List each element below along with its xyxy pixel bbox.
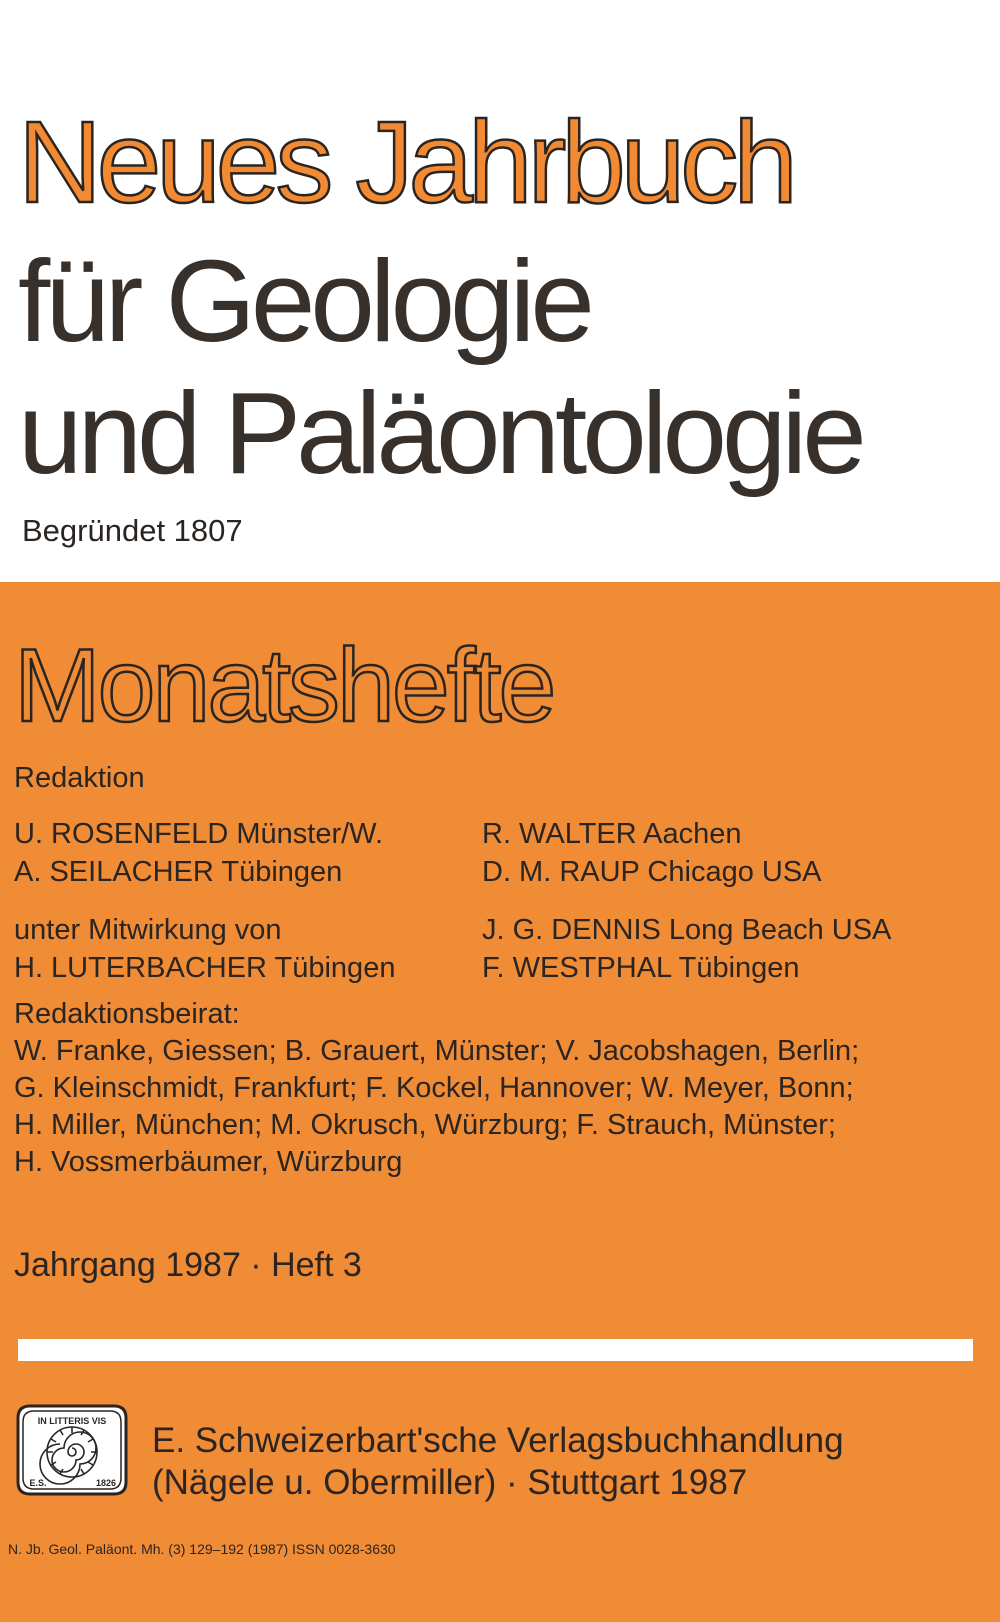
editors-heading: Redaktion xyxy=(14,762,145,794)
issue-info: Jahrgang 1987 · Heft 3 xyxy=(14,1246,362,1284)
journal-title-line-2: für Geologie xyxy=(18,236,590,366)
cover-header xyxy=(0,0,1000,582)
contributor-right-1: J. G. DENNIS Long Beach USA xyxy=(482,914,892,946)
seal-year: 1826 xyxy=(95,1478,117,1488)
contributors-heading: unter Mitwirkung von xyxy=(14,914,282,946)
publisher-line-2: (Nägele u. Obermiller) · Stuttgart 1987 xyxy=(152,1463,748,1502)
founded-year: Begründet 1807 xyxy=(22,513,243,548)
white-stripe xyxy=(18,1339,973,1361)
advisory-line-4: H. Vossmerbäumer, Würzburg xyxy=(14,1146,403,1178)
journal-title-line-3: und Paläontologie xyxy=(18,368,862,498)
seal-motto: IN LITTERIS VIS xyxy=(37,1416,107,1426)
advisory-line-2: G. Kleinschmidt, Frankfurt; F. Kockel, Hannover; W. Meyer, Bonn; xyxy=(14,1072,854,1104)
editor-left-1: U. ROSENFELD Münster/W. xyxy=(14,818,384,850)
editor-right-1: R. WALTER Aachen xyxy=(482,818,742,850)
journal-title-line-1: Neues Jahrbuch xyxy=(18,97,793,227)
seal-initials: E.S. xyxy=(29,1478,47,1488)
editor-right-2: D. M. RAUP Chicago USA xyxy=(482,856,822,888)
publisher-seal-icon xyxy=(12,1400,132,1500)
advisory-line-3: H. Miller, München; M. Okrusch, Würzburg; F. Strauch, Münster; xyxy=(14,1109,836,1141)
contributor-right-2: F. WESTPHAL Tübingen xyxy=(482,952,800,984)
editor-left-2: A. SEILACHER Tübingen xyxy=(14,856,343,888)
series-title: Monatshefte xyxy=(14,628,554,744)
advisory-heading: Redaktionsbeirat: xyxy=(14,998,240,1030)
citation-line: N. Jb. Geol. Paläont. Mh. (3) 129–192 (1987) ISSN 0028-3630 xyxy=(8,1541,396,1557)
advisory-line-1: W. Franke, Giessen; B. Grauert, Münster; V. Jacobshagen, Berlin; xyxy=(14,1035,860,1067)
publisher-line-1: E. Schweizerbart'sche Verlagsbuchhandlung xyxy=(152,1421,844,1460)
advisory-board-list xyxy=(14,1033,859,1181)
contributor-left: H. LUTERBACHER Tübingen xyxy=(14,952,396,984)
publisher-block xyxy=(152,1420,844,1504)
